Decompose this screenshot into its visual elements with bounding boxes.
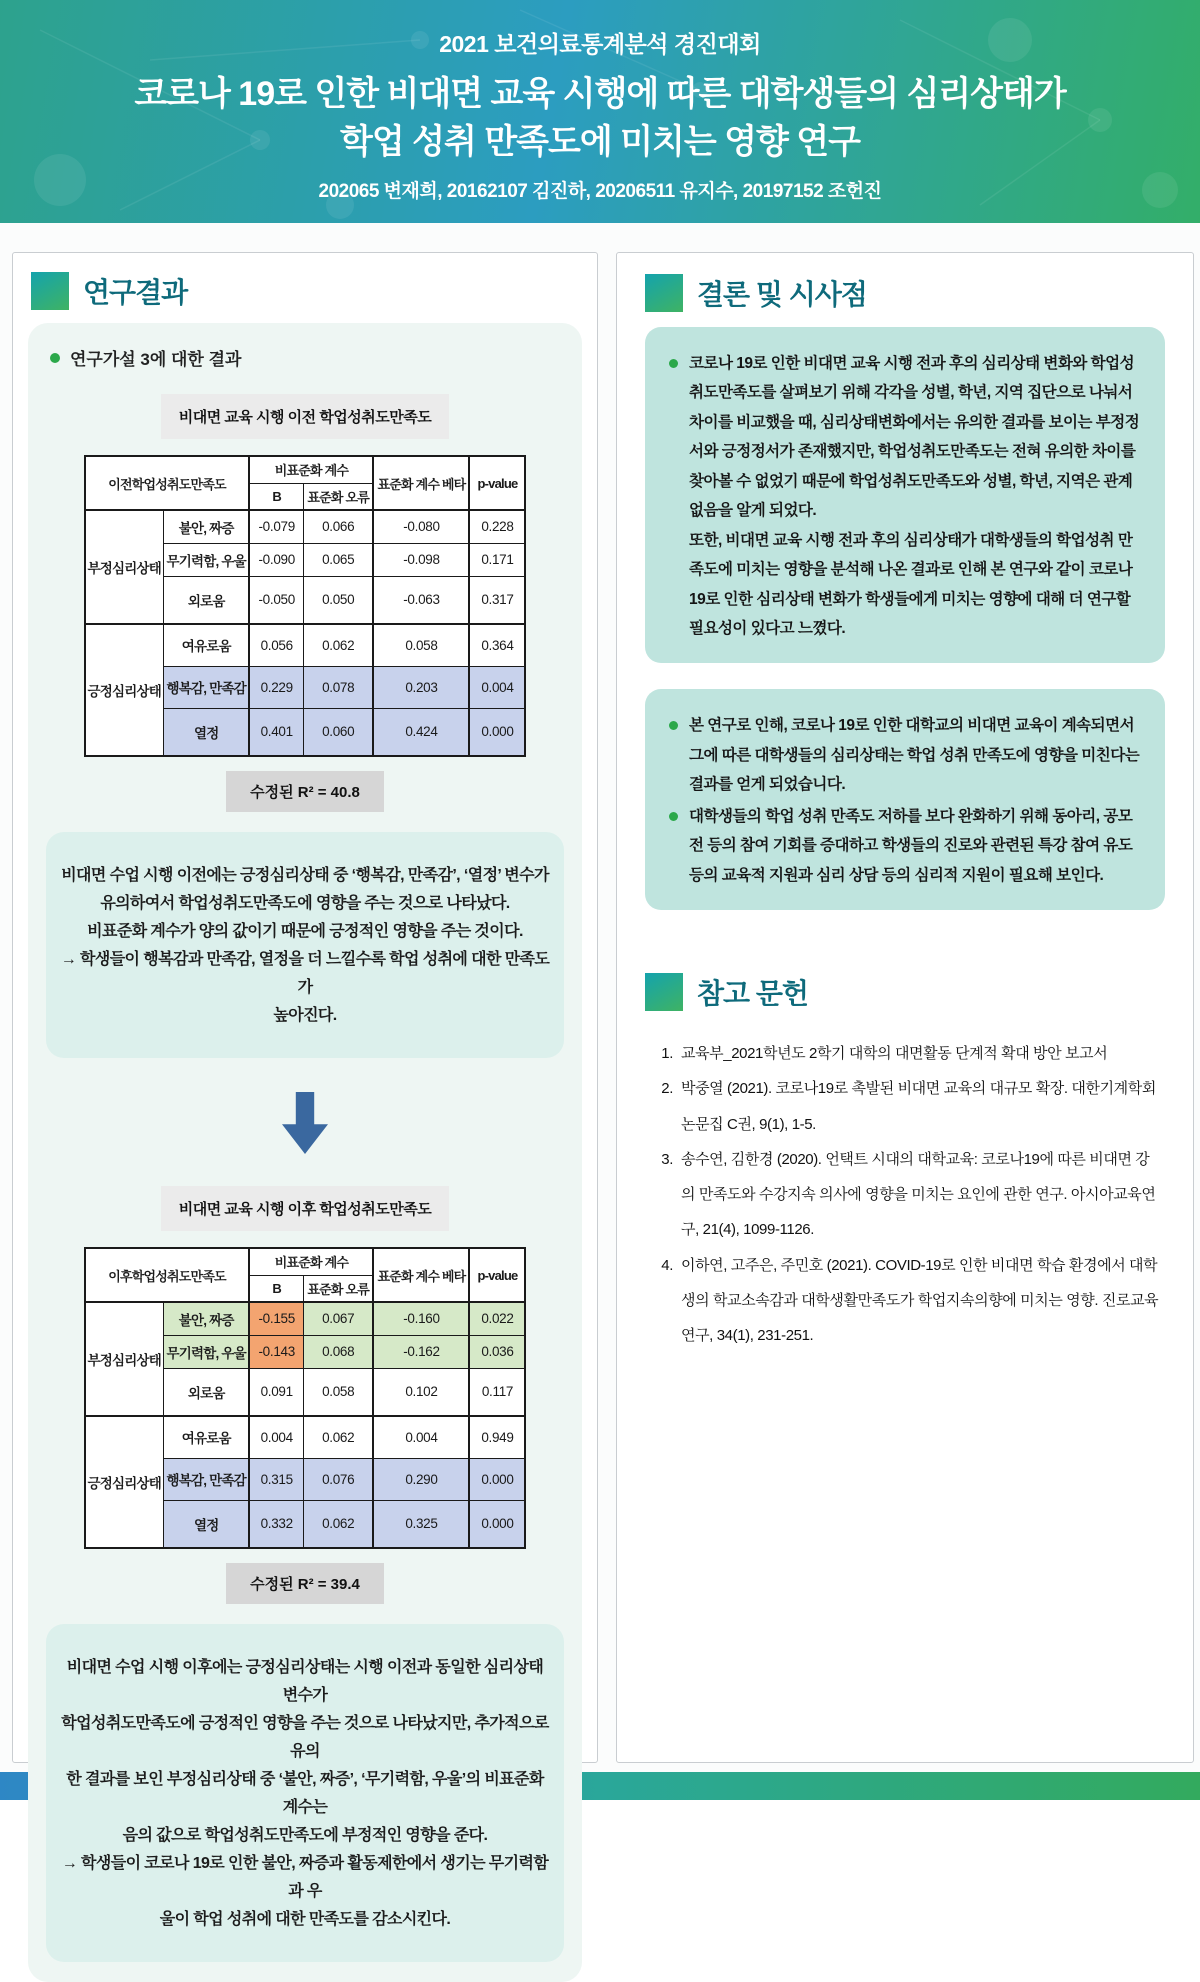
section-square-icon [645, 973, 683, 1011]
cell-se: 0.066 [303, 510, 373, 543]
results-section-title: 연구결과 [83, 277, 188, 308]
bullet-dot-icon [50, 353, 60, 363]
conclusion-paragraph [689, 349, 1141, 643]
reference-number: 1. [661, 1045, 673, 1062]
conclusion-section-header [645, 273, 1165, 313]
col-header-b: B [249, 483, 303, 510]
cell-p: 0.004 [469, 666, 525, 708]
reference-item [649, 1248, 1161, 1354]
note-line: 비대면 수업 시행 이후에는 긍정심리상태는 시행 이전과 동일한 심리상태 변수가 [66, 1659, 544, 1704]
cell-se: 0.062 [303, 624, 373, 666]
group-positive: 긍정심리상태 [85, 1416, 164, 1548]
cell-beta: -0.063 [373, 576, 469, 624]
cell-beta: 0.424 [373, 708, 469, 756]
table-row [85, 1416, 526, 1458]
results-section-header [31, 271, 597, 311]
reference-text: 박중열 (2021). 코로나19로 촉발된 비대면 교육의 대규모 확장. 대한기계학회 논문집 C권, 9(1), 1-5. [681, 1080, 1156, 1133]
col-header-se: 표준화 오류 [303, 483, 373, 510]
group-positive: 긍정심리상태 [85, 624, 164, 756]
reference-item [649, 1036, 1161, 1071]
bullet-dot-icon [669, 812, 678, 821]
group-negative: 부정심리상태 [85, 1302, 164, 1416]
note-line: 울이 학업 성취에 대한 만족도를 감소시킨다. [159, 1911, 451, 1928]
reference-text: 송수연, 김한경 (2020). 언택트 시대의 대학교육: 코로나19에 따른 비대면 강의 만족도와 수강지속 의사에 영향을 미치는 요인에 관한 연구. 아시아교육연구, 21(4), 1099-1126. [681, 1150, 1156, 1239]
cell-beta: 0.290 [373, 1458, 469, 1500]
cell-se: 0.060 [303, 708, 373, 756]
cell-se: 0.062 [303, 1500, 373, 1548]
cell-beta: 0.058 [373, 624, 469, 666]
row-label: 외로움 [163, 1368, 249, 1416]
references-section-title: 참고 문헌 [697, 978, 808, 1009]
row-label: 행복감, 만족감 [163, 666, 249, 708]
cell-b: -0.090 [249, 543, 303, 576]
col-header-se: 표준화 오류 [303, 1275, 373, 1302]
conclusion-card [616, 252, 1194, 1763]
table-after-title: 비대면 교육 시행 이후 학업성취도만족도 [161, 1186, 450, 1231]
cell-p: 0.117 [469, 1368, 525, 1416]
col-header-beta: 표준화 계수 베타 [373, 456, 469, 510]
cell-p: 0.000 [469, 708, 525, 756]
col-header-main: 이전학업성취도만족도 [85, 456, 250, 510]
row-label: 열정 [163, 1500, 249, 1548]
reference-text: 이하연, 고주은, 주민호 (2021). COVID-19로 인한 비대면 학습 환경에서 대학생의 학교소속감과 대학생활만족도가 학업지속의향에 미치는 영향. 진로교육연구, 34(1), 231-251. [681, 1256, 1159, 1344]
cell-se: 0.067 [303, 1302, 373, 1335]
references-list [649, 1036, 1161, 1353]
row-label: 여유로움 [163, 624, 249, 666]
cell-se: 0.065 [303, 543, 373, 576]
col-header-beta: 표준화 계수 베타 [373, 1248, 469, 1302]
cell-beta: 0.102 [373, 1368, 469, 1416]
cell-b: 0.091 [249, 1368, 303, 1416]
note-line: 높아진다. [273, 1007, 337, 1024]
cell-p: 0.036 [469, 1335, 525, 1368]
cell-p: 0.317 [469, 576, 525, 624]
results-panel [28, 323, 582, 1982]
conclusion-box-2 [645, 689, 1165, 910]
row-label: 행복감, 만족감 [163, 1458, 249, 1500]
poster-title-line1: 코로나 19로 인한 비대면 교육 시행에 따른 대학생들의 심리상태가 [134, 75, 1066, 113]
row-label: 열정 [163, 708, 249, 756]
note-line: → 학생들이 행복감과 만족감, 열정을 더 느낄수록 학업 성취에 대한 만족도가 [60, 951, 550, 996]
cell-b: 0.004 [249, 1416, 303, 1458]
hypothesis-line [50, 345, 568, 370]
cell-se: 0.076 [303, 1458, 373, 1500]
row-label: 무기력함, 우울 [163, 543, 249, 576]
cell-beta: 0.004 [373, 1416, 469, 1458]
row-label: 무기력함, 우울 [163, 1335, 249, 1368]
cell-se: 0.078 [303, 666, 373, 708]
cell-se: 0.058 [303, 1368, 373, 1416]
conclusion-text: 대학생들의 학업 성취 만족도 저하를 보다 완화하기 위해 동아리, 공모전 등의 참여 기회를 증대하고 학생들의 진로와 관련된 특강 참여 유도 등의 교육적 지원과 심리 상담 등의 심리적 지원이 필요해 보인다. [689, 807, 1133, 884]
results-card [12, 252, 598, 1928]
conclusion-text: 본 연구로 인해, 코로나 19로 인한 대학교의 비대면 교육이 계속되면서 그에 따른 대학생들의 심리상태는 학업 성취 만족도에 영향을 미친다는 결과를 얻게 되었습니다. [689, 717, 1140, 794]
reference-text: 교육부_2021학년도 2학기 대학의 대면활동 단계적 확대 방안 보고서 [681, 1045, 1108, 1062]
note-line: 유의하여서 학업성취도만족도에 영향을 주는 것으로 나타났다. [100, 895, 510, 912]
table-row [85, 510, 526, 543]
col-header-unstd: 비표준화 계수 [249, 456, 373, 483]
cell-b: -0.079 [249, 510, 303, 543]
table-row [85, 624, 526, 666]
cell-p: 0.949 [469, 1416, 525, 1458]
hypothesis-label: 연구가설 3에 대한 결과 [70, 350, 242, 369]
cell-p: 0.364 [469, 624, 525, 666]
cell-beta: -0.162 [373, 1335, 469, 1368]
reference-item [649, 1071, 1161, 1142]
section-square-icon [645, 274, 683, 312]
note-line: 한 결과를 보인 부정심리상태 중 ‘불안, 짜증’, ‘무기력함, 우울’의 비표준화 계수는 [66, 1771, 544, 1816]
row-label: 외로움 [163, 576, 249, 624]
table-row [85, 1302, 526, 1335]
note-after-box [46, 1624, 564, 1962]
table-after-regression [84, 1247, 527, 1549]
cell-se: 0.062 [303, 1416, 373, 1458]
cell-beta: 0.325 [373, 1500, 469, 1548]
down-arrow-icon [282, 1092, 328, 1154]
conclusion-text: 코로나 19로 인한 비대면 교육 시행 전과 후의 심리상태 변화와 학업성취도만족도를 살펴보기 위해 각각을 성별, 학년, 지역 집단으로 나눠서 차이를 비교했을 때, 심리상태변화에서는 유의한 결과를 보이는 부정정서와 긍정정서가 존재했지만, 학업성취도만족도는 전혀 유의한 차이를 찾아볼 수 없었기 때문에 학업성취도만족도와 성별, 학년, 지역은 관계 없음을 알게 되었다. [689, 355, 1140, 520]
cell-beta: -0.098 [373, 543, 469, 576]
note-line: 비표준화 계수가 양의 값이기 때문에 긍정적인 영향을 주는 것이다. [87, 923, 523, 940]
bullet-dot-icon [669, 721, 678, 730]
conclusion-text: 또한, 비대면 교육 시행 전과 후의 심리상태가 대학생들의 학업성취 만족도에 미치는 영향을 분석해 나온 결과로 인해 본 연구와 같이 코로나 19로 인한 심리상태 변화가 학생들에게 미치는 영향에 대해 더 연구할 필요성이 있다고 느꼈다. [689, 531, 1133, 637]
note-line: 학업성취도만족도에 긍정적인 영향을 주는 것으로 나타났지만, 추가적으로 유의 [61, 1715, 549, 1760]
row-label: 불안, 짜증 [163, 1302, 249, 1335]
group-negative: 부정심리상태 [85, 510, 164, 624]
conclusion-box-1 [645, 327, 1165, 663]
cell-beta: -0.160 [373, 1302, 469, 1335]
cell-p: 0.022 [469, 1302, 525, 1335]
row-label: 불안, 짜증 [163, 510, 249, 543]
cell-b: -0.155 [249, 1302, 303, 1335]
poster-title-line2: 학업 성취 만족도에 미치는 영향 연구 [340, 122, 860, 161]
bullet-dot-icon [669, 359, 678, 368]
conclusion-section-title: 결론 및 시사점 [697, 279, 867, 310]
cell-b: 0.401 [249, 708, 303, 756]
cell-se: 0.050 [303, 576, 373, 624]
table-before-title: 비대면 교육 시행 이전 학업성취도만족도 [161, 394, 450, 439]
references-section-header [645, 972, 1165, 1012]
cell-p: 0.228 [469, 510, 525, 543]
poster-title [0, 71, 1200, 166]
row-label: 여유로움 [163, 1416, 249, 1458]
cell-p: 0.000 [469, 1500, 525, 1548]
reference-number: 4. [661, 1256, 673, 1274]
section-square-icon [31, 272, 69, 310]
cell-b: 0.229 [249, 666, 303, 708]
col-header-pvalue: p-value [469, 456, 525, 510]
reference-item [649, 1142, 1161, 1248]
reference-number: 3. [661, 1150, 673, 1168]
poster-columns [12, 252, 1194, 1928]
cell-b: 0.315 [249, 1458, 303, 1500]
cell-p: 0.000 [469, 1458, 525, 1500]
cell-beta: -0.080 [373, 510, 469, 543]
col-header-unstd: 비표준화 계수 [249, 1248, 373, 1275]
contest-name: 2021 보건의료통계분석 경진대회 [439, 31, 761, 57]
r2-after-box: 수정된 R² = 39.4 [226, 1563, 384, 1604]
col-header-pvalue: p-value [469, 1248, 525, 1302]
cell-b: -0.050 [249, 576, 303, 624]
note-before-box [46, 832, 564, 1058]
col-header-main: 이후학업성취도만족도 [85, 1248, 250, 1302]
r2-before-box: 수정된 R² = 40.8 [226, 771, 384, 812]
note-line: 음의 값으로 학업성취도만족도에 부정적인 영향을 준다. [122, 1827, 488, 1844]
col-header-b: B [249, 1275, 303, 1302]
note-line: 비대면 수업 시행 이전에는 긍정심리상태 중 ‘행복감, 만족감’, ‘열정’ 변수가 [61, 867, 549, 884]
poster-header [0, 0, 1200, 223]
note-line: → 학생들이 코로나 19로 인한 불안, 짜증과 활동제한에서 생기는 무기력함과 우 [61, 1855, 549, 1900]
table-before-regression [84, 455, 527, 757]
cell-se: 0.068 [303, 1335, 373, 1368]
cell-b: 0.332 [249, 1500, 303, 1548]
authors-line: 202065 변재희, 20162107 김진하, 20206511 유지수, 20197152 조헌진 [318, 181, 882, 203]
cell-beta: 0.203 [373, 666, 469, 708]
reference-number: 2. [661, 1080, 673, 1098]
cell-b: -0.143 [249, 1335, 303, 1368]
cell-p: 0.171 [469, 543, 525, 576]
cell-b: 0.056 [249, 624, 303, 666]
